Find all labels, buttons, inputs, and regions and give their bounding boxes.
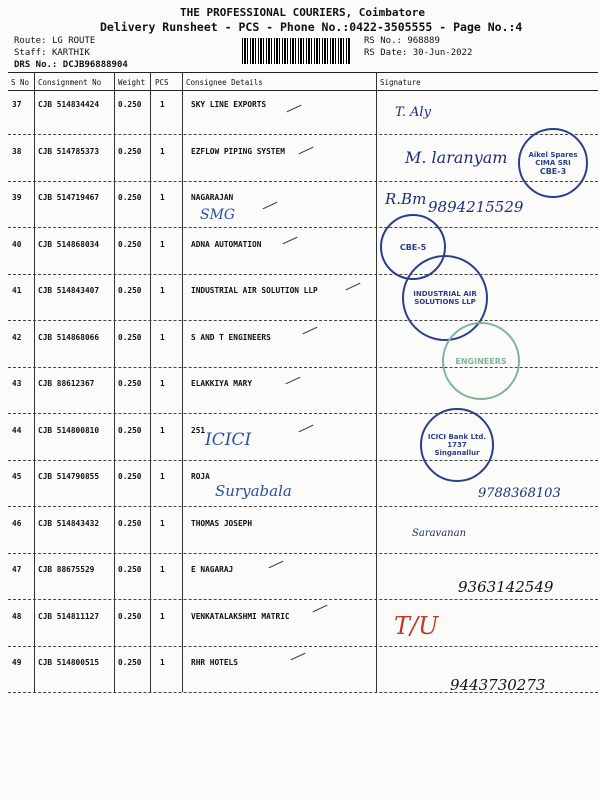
row-separator	[8, 599, 598, 600]
row-sno: 42	[12, 332, 22, 342]
row-sno: 40	[12, 239, 22, 249]
engineers-stamp: ENGINEERS	[442, 322, 520, 400]
row-pcs: 1	[160, 332, 165, 342]
row-separator	[8, 460, 598, 461]
row-weight: 0.250	[118, 658, 142, 667]
row-weight: 0.250	[118, 239, 142, 249]
row-weight: 0.250	[118, 193, 142, 202]
row-consignee: S AND T ENGINEERS	[191, 332, 271, 342]
row-consignment: CJB 514800515	[38, 658, 100, 667]
row-sno: 39	[12, 193, 22, 202]
phone-49: 9443730273	[450, 676, 546, 694]
row-separator	[8, 227, 598, 228]
row-consignment: CJB 514800810	[38, 425, 100, 435]
row-sno: 45	[12, 472, 22, 481]
col-sno: S No	[11, 78, 30, 87]
row-consignment: CJB 514843432	[38, 518, 100, 528]
row-separator	[8, 274, 598, 275]
cbe-stamp-small: CBE-5	[380, 214, 446, 280]
row-separator	[8, 646, 598, 647]
col-signature: Signature	[380, 78, 421, 87]
row-weight: 0.250	[118, 146, 142, 156]
row-pcs: 1	[160, 658, 165, 667]
row-weight: 0.250	[118, 472, 142, 481]
rs-number: RS No.: 968889	[364, 36, 440, 46]
row-pcs: 1	[160, 100, 165, 109]
row-consignee: VENKATALAKSHMI MATRIC	[191, 611, 290, 621]
drs-line: DRS No.: DCJB96888904	[14, 60, 128, 70]
row-pcs: 1	[160, 193, 165, 202]
row-consignee: INDUSTRIAL AIR SOLUTION LLP	[191, 286, 318, 295]
row-separator	[8, 320, 598, 321]
table-row	[0, 280, 600, 326]
row-consignment: CJB 514719467	[38, 193, 100, 202]
row-consignee: ROJA	[191, 472, 210, 481]
table-header-border	[8, 90, 598, 91]
row-consignee: 251	[191, 425, 206, 435]
row-sno: 41	[12, 286, 22, 295]
row-consignment: CJB 514811127	[38, 611, 100, 621]
row-separator	[8, 413, 598, 414]
note-44: ICICI	[205, 430, 252, 450]
row-consignee: ADNA AUTOMATION	[191, 239, 262, 249]
col-consignment: Consignment No	[38, 78, 102, 87]
icici-bank-stamp: ICICI Bank Ltd. 1737 Singanallur	[420, 408, 494, 482]
row-sno: 49	[12, 658, 22, 667]
col-weight: Weight	[118, 78, 146, 87]
row-weight: 0.250	[118, 332, 142, 342]
col-pcs: PCS	[155, 78, 169, 87]
row-weight: 0.250	[118, 379, 142, 388]
row-weight: 0.250	[118, 425, 142, 435]
staff-line: Staff: KARTHIK	[14, 48, 90, 58]
row-weight: 0.250	[118, 565, 142, 574]
signature-46: Saravanan	[412, 528, 467, 539]
signature-39: R.Bm	[385, 190, 427, 208]
row-pcs: 1	[160, 565, 165, 574]
row-sno: 43	[12, 379, 22, 388]
row-pcs: 1	[160, 611, 165, 621]
row-separator	[8, 181, 598, 182]
table-row	[0, 513, 600, 559]
staff-value: KARTHIK	[51, 48, 90, 58]
row-consignment: CJB 514868034	[38, 239, 100, 249]
table-row	[0, 606, 600, 652]
phone-47: 9363142549	[458, 578, 554, 596]
row-sno: 47	[12, 565, 22, 574]
row-weight: 0.250	[118, 611, 142, 621]
table-top-border	[8, 72, 598, 73]
route-value: LG ROUTE	[51, 36, 96, 46]
row-consignee: SKY LINE EXPORTS	[191, 100, 267, 109]
row-pcs: 1	[160, 472, 165, 481]
row-consignment: CJB 88675529	[38, 565, 95, 574]
row-sno: 48	[12, 611, 22, 621]
row-consignee: THOMAS JOSEPH	[191, 518, 253, 528]
row-weight: 0.250	[118, 100, 142, 109]
table-row	[0, 141, 600, 187]
row-weight: 0.250	[118, 286, 142, 295]
col-consignee: Consignee Details	[186, 78, 263, 87]
row-consignee: RHR HOTELS	[191, 658, 238, 667]
row-consignee: E NAGARAJ	[191, 565, 234, 574]
table-row	[0, 420, 600, 466]
row-sno: 44	[12, 425, 22, 435]
barcode	[242, 38, 350, 64]
signature-37: T. Aly	[395, 105, 431, 120]
signature-38: M. laranyam	[405, 148, 508, 167]
row-consignment: CJB 514834424	[38, 100, 100, 109]
row-sno: 37	[12, 100, 22, 109]
row-weight: 0.250	[118, 518, 142, 528]
row-sno: 38	[12, 146, 22, 156]
row-separator	[8, 506, 598, 507]
note-45: Suryabala	[215, 482, 292, 500]
row-pcs: 1	[160, 286, 165, 295]
note-48: T/U	[394, 612, 439, 640]
company-title: THE PROFESSIONAL COURIERS, Coimbatore	[180, 6, 426, 19]
row-consignment: CJB 514868066	[38, 332, 100, 342]
rs-date: RS Date: 30-Jun-2022	[364, 48, 473, 58]
row-pcs: 1	[160, 379, 165, 388]
row-separator	[8, 553, 598, 554]
phone-45: 9788368103	[478, 486, 561, 501]
row-consignment: CJB 88612367	[38, 379, 95, 388]
row-separator	[8, 134, 598, 135]
row-consignment: CJB 514843407	[38, 286, 100, 295]
row-consignment: CJB 514790855	[38, 472, 100, 481]
row-consignee: NAGARAJAN	[191, 193, 234, 202]
row-sno: 46	[12, 518, 22, 528]
route-line: Route: LG ROUTE	[14, 36, 96, 46]
row-pcs: 1	[160, 518, 165, 528]
note-39: SMG	[200, 207, 236, 223]
table-row	[0, 94, 600, 140]
runsheet-title: Delivery Runsheet - PCS - Phone No.:0422-3505555 - Page No.:4	[100, 20, 523, 34]
row-pcs: 1	[160, 146, 165, 156]
row-pcs: 1	[160, 425, 165, 435]
drs-value: DCJB96888904	[62, 60, 128, 70]
row-pcs: 1	[160, 239, 165, 249]
cima-sri-stamp: Aikel Spares CIMA SRI CBE-3	[518, 128, 588, 198]
row-consignment: CJB 514785373	[38, 146, 100, 156]
row-consignee: ELAKKIYA MARY	[191, 379, 253, 388]
phone-39: 9894215529	[428, 198, 524, 216]
row-consignee: EZFLOW PIPING SYSTEM	[191, 146, 285, 156]
table-row	[0, 234, 600, 280]
industrial-air-stamp: INDUSTRIAL AIR SOLUTIONS LLP	[402, 255, 488, 341]
